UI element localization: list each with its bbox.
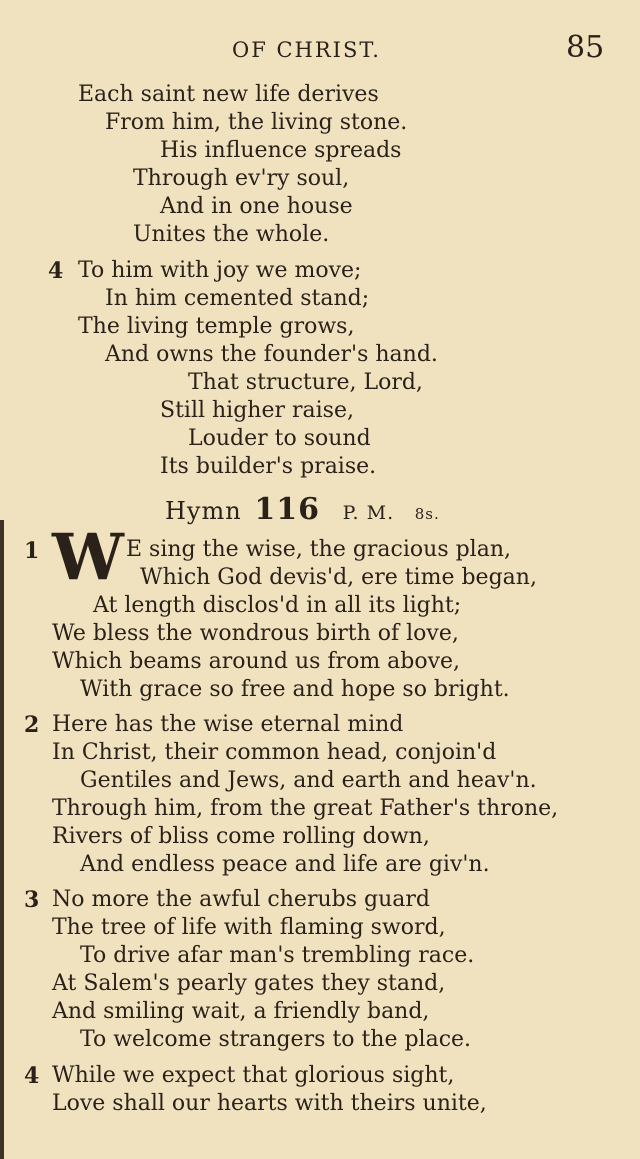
verse-line: In Christ, their common head, conjoin'd	[52, 740, 497, 765]
verse-line: Through ev'ry soul,	[133, 166, 350, 191]
verse-line: Through him, from the great Father's throne,	[52, 796, 559, 821]
verse-line: To welcome strangers to the place.	[80, 1027, 472, 1052]
verse-line: And owns the founder's hand.	[105, 342, 438, 367]
drop-cap: W	[52, 520, 124, 595]
verse-line: We bless the wondrous birth of love,	[52, 621, 459, 646]
hymn-word: Hymn	[165, 497, 242, 525]
verse-line: That structure, Lord,	[188, 370, 423, 395]
page-edge-shadow	[0, 520, 4, 1159]
verse-line: While we expect that glorious sight,	[52, 1063, 455, 1088]
verse-line: At length disclos'd in all its light;	[93, 593, 462, 618]
verse-line: Gentiles and Jews, and earth and heav'n.	[80, 768, 537, 793]
verse-line: His influence spreads	[160, 138, 402, 163]
verse-line: Louder to sound	[188, 426, 371, 451]
verse-line: From him, the living stone.	[105, 110, 408, 135]
verse-line: Unites the whole.	[133, 222, 330, 247]
page-number: 85	[566, 30, 605, 65]
verse-line: To drive afar man's trembling race.	[80, 943, 475, 968]
verse-line: Which beams around us from above,	[52, 649, 461, 674]
verse-line: Its builder's praise.	[160, 454, 377, 479]
verse-line: In him cemented stand;	[105, 286, 370, 311]
verse-line: Rivers of bliss come rolling down,	[52, 824, 430, 849]
verse-line: At Salem's pearly gates they stand,	[52, 971, 446, 996]
verse-line: The living temple grows,	[78, 314, 355, 339]
stanza-number: 2	[24, 712, 40, 738]
hymn-meter: P. M.	[342, 502, 395, 524]
verse-line: With grace so free and hope so bright.	[80, 677, 510, 702]
running-title: OF CHRIST.	[232, 38, 381, 62]
hymn-number: 116	[254, 492, 320, 527]
verse-line: And endless peace and life are giv'n.	[80, 852, 490, 877]
verse-line: And smiling wait, a friendly band,	[52, 999, 430, 1024]
verse-line: The tree of life with flaming sword,	[52, 915, 446, 940]
verse-line: Each saint new life derives	[78, 82, 379, 107]
stanza-number: 4	[48, 258, 64, 284]
verse-line: Which God devis'd, ere time began,	[140, 565, 537, 590]
verse-line: E sing the wise, the gracious plan,	[126, 537, 511, 562]
verse-line: To him with joy we move;	[78, 258, 362, 283]
verse-line: No more the awful cherubs guard	[52, 887, 430, 912]
stanza-number: 1	[24, 538, 40, 564]
stanza-number: 3	[24, 887, 40, 913]
verse-line: Here has the wise eternal mind	[52, 712, 404, 737]
hymn-heading	[165, 492, 440, 527]
stanza-number: 4	[24, 1063, 40, 1089]
verse-line: And in one house	[160, 194, 353, 219]
verse-line: Love shall our hearts with theirs unite,	[52, 1091, 487, 1116]
hymn-meter-detail: 8s.	[414, 505, 440, 523]
verse-line: Still higher raise,	[160, 398, 354, 423]
